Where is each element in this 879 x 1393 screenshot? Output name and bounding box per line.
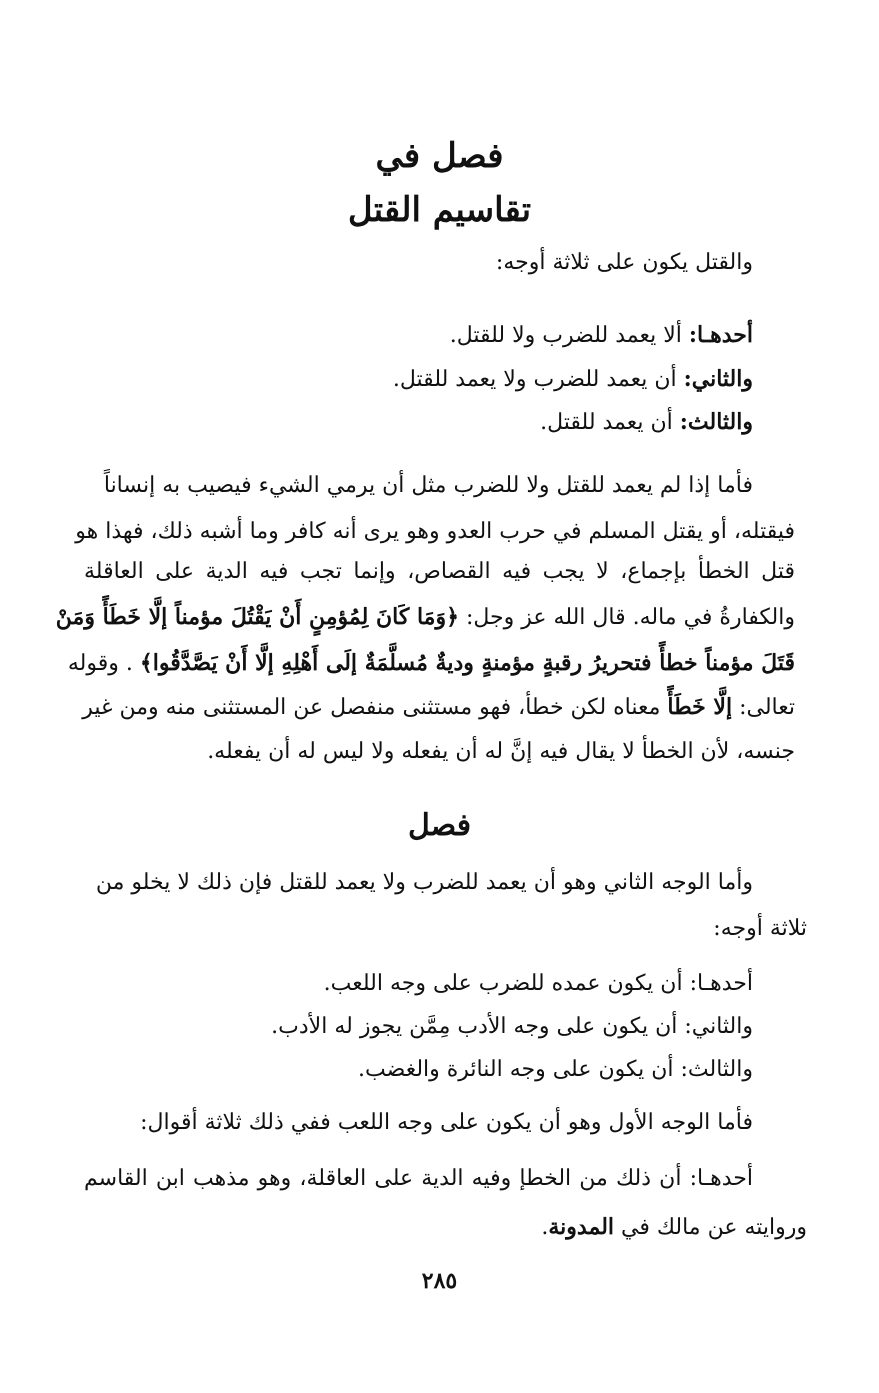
text-span: . وقوله — [67, 651, 133, 676]
paragraph-line: فأما إذا لم يعمد للقتل ولا للضرب مثل أن يرمي الشيء فيصيب به إنساناً — [103, 473, 753, 498]
paragraph-line — [55, 600, 795, 635]
list-item — [358, 1053, 753, 1087]
item-text: أن يعمد للضرب ولا يعمد للقتل. — [392, 367, 677, 392]
item-label: والثاني: — [684, 1014, 753, 1039]
paragraph-line: قتل الخطأ بإجماع، لا يجب فيه القصاص، وإنما تجب فيه الدية على العاقلة — [84, 559, 795, 584]
book-name: المدونة — [548, 1214, 615, 1240]
list-item — [450, 318, 753, 353]
item-text: أن يكون على وجه النائرة والغضب. — [358, 1057, 674, 1082]
quran-quote: قَتَلَ مؤمناً خطأً فتحريرُ رقبةٍ مؤمنةٍ وديةٌ مُسلَّمَةٌ إلَى أَهْلِهِ إلَّا أَنْ يَصَّدَّقُوا﴾ — [139, 650, 795, 676]
paragraph-line — [84, 690, 795, 725]
list-item — [540, 405, 753, 440]
item-label: والثالث: — [679, 409, 753, 435]
item-text: أن يعمد للقتل. — [540, 410, 673, 435]
paragraph-line: فأما الوجه الأول وهو أن يكون على وجه اللعب ففي ذلك ثلاثة أقوال: — [140, 1110, 753, 1135]
item-label: والثالث: — [680, 1057, 753, 1082]
item-label: والثاني: — [683, 366, 753, 392]
paragraph-line: وأما الوجه الثاني وهو أن يعمد للضرب ولا يعمد للقتل فإن ذلك لا يخلو من — [95, 870, 753, 895]
paragraph-line — [541, 1210, 807, 1245]
quran-quote: ﴿وَمَا كَانَ لِمُؤمِنٍ أَنْ يَقْتُلَ مؤمناً إلَّا خَطَأً وَمَنْ — [55, 604, 459, 630]
item-text: أن يكون عمده للضرب على وجه اللعب. — [323, 971, 683, 996]
paragraph-line — [67, 646, 795, 681]
list-item — [271, 1010, 753, 1044]
page-number: ٢٨٥ — [421, 1268, 458, 1294]
paragraph-line: جنسه، لأن الخطأ لا يقال فيه إنَّ له أن يفعله ولا ليس له أن يفعله. — [207, 739, 795, 764]
item-text: أن يكون على وجه الأدب مِمَّن يجوز له الأدب. — [271, 1014, 678, 1039]
text-span: وروايته عن مالك في — [621, 1215, 807, 1240]
item-label: أحدهـا: — [688, 322, 753, 348]
paragraph-line: أحدهـا: أن ذلك من الخطإ وفيه الدية على العاقلة، وهو مذهب ابن القاسم — [84, 1166, 753, 1191]
item-text: ألا يعمد للضرب ولا للقتل. — [449, 323, 682, 348]
text-span: معناه لكن خطأ، فهو مستثنى منفصل عن المستثنى منه ومن غير — [82, 695, 661, 720]
paragraph-line: فيقتله، أو يقتل المسلم في حرب العدو وهو يرى أنه كافر وما أشبه ذلك، فهذا هو — [75, 519, 795, 544]
list-item — [393, 362, 753, 397]
quran-quote: إلَّا خَطَأً — [667, 694, 733, 720]
section2-title: فصل — [407, 808, 472, 843]
paragraph-line: ثلاثة أوجه: — [713, 916, 807, 941]
list-item — [324, 967, 753, 1001]
intro-line: والقتل يكون على ثلاثة أوجه: — [495, 250, 753, 275]
item-label: أحدهـا: — [689, 971, 753, 996]
text-span: تعالى: — [739, 695, 795, 720]
section-title-line1: فصل في — [375, 136, 504, 176]
text-span: . — [541, 1215, 549, 1240]
text-span: والكفارةُ في ماله. قال الله عز وجل: — [465, 605, 795, 630]
section-title-line2: تقاسيم القتل — [347, 190, 532, 230]
